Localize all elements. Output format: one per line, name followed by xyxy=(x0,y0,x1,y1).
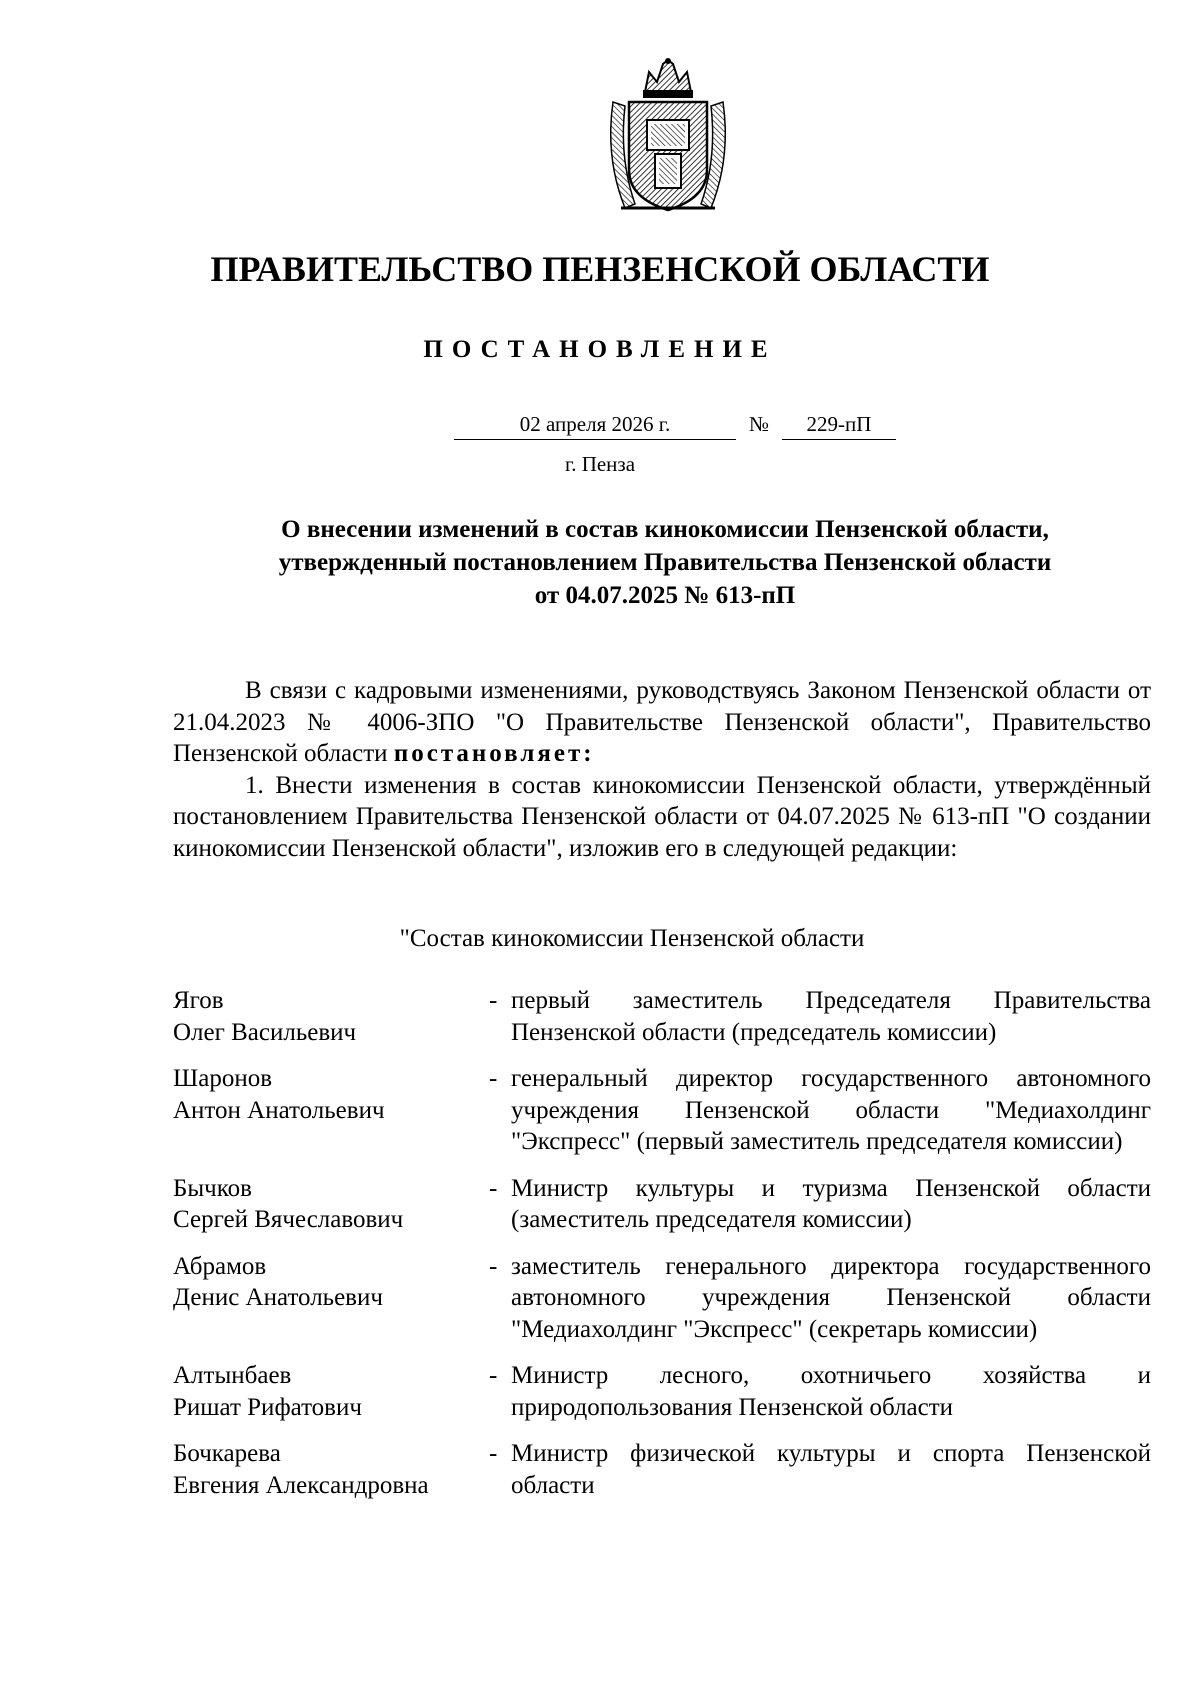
organization-title: ПРАВИТЕЛЬСТВО ПЕНЗЕНСКОЙ ОБЛАСТИ xyxy=(210,249,990,289)
member-row xyxy=(173,1438,1151,1501)
member-role: заместитель генерального директора государственного автономного учреждения Пензенской области "Медиахолдинг "Экспресс" (секретарь комиссии) xyxy=(511,1252,1151,1343)
member-name xyxy=(173,1360,489,1423)
city: г. Пенза xyxy=(564,452,636,476)
member-row xyxy=(173,1251,1151,1346)
clause-1-paragraph: 1. Внести изменения в состав кинокомиссии Пензенской области, утверждённый постановлением Правительства Пензенской области от 04.07.2025 № 613-пП "О создании кинокомиссии Пензенской области", изложив его в следующей редакции: xyxy=(173,771,1151,862)
member-dash: - xyxy=(489,1174,498,1202)
document-date: 02 апреля 2026 г. xyxy=(454,409,736,440)
member-row xyxy=(173,1173,1151,1236)
number-sign: № xyxy=(748,412,770,436)
preamble-text: В связи с кадровыми изменениями, руководствуясь Законом Пензенской области от 21.04.2023 № 4006-ЗПО "О Правительстве Пензенской области", Правительство Пензенской области xyxy=(173,677,1151,767)
member-dash: - xyxy=(489,1065,498,1092)
subject-line-1: О внесении изменений в состав кинокомиссии Пензенской области, xyxy=(281,516,1049,543)
member-surname: Бычков xyxy=(173,1174,252,1202)
members-list xyxy=(173,985,1151,1516)
member-surname: Шаронов xyxy=(173,1065,272,1092)
member-given-names: Денис Анатольевич xyxy=(173,1284,383,1311)
member-given-names: Олег Васильевич xyxy=(173,1018,357,1046)
document-type: ПОСТАНОВЛЕНИЕ xyxy=(423,336,777,363)
subject-line-3: от 04.07.2025 № 613-пП xyxy=(534,582,796,609)
member-name xyxy=(173,1173,489,1236)
member-dash: - xyxy=(489,1362,498,1389)
penza-coat-of-arms-icon xyxy=(605,58,731,216)
member-name xyxy=(173,1438,489,1501)
preamble-paragraph xyxy=(173,675,1151,770)
member-role: первый заместитель Председателя Правительства Пензенской области (председатель комиссии) xyxy=(511,987,1151,1046)
document-subject xyxy=(170,513,1160,612)
resolves-word: постановляет: xyxy=(393,740,595,767)
member-surname: Бочкарева xyxy=(173,1440,281,1467)
member-row xyxy=(173,1360,1151,1423)
member-role: генеральный директор государственного автономного учреждения Пензенской области "Медиахолдинг "Экспресс" (первый заместитель председателя комиссии) xyxy=(511,1065,1151,1155)
member-given-names: Ришат Рифатович xyxy=(173,1393,362,1421)
document-body xyxy=(173,675,1151,864)
member-surname: Алтынбаев xyxy=(173,1362,292,1389)
member-given-names: Евгения Александровна xyxy=(173,1471,429,1499)
member-surname: Абрамов xyxy=(173,1252,267,1280)
member-row xyxy=(173,1063,1151,1158)
member-dash: - xyxy=(489,987,498,1014)
date-number-line xyxy=(0,409,1200,441)
member-name xyxy=(173,1251,489,1346)
composition-title: "Состав кинокомиссии Пензенской области xyxy=(399,925,865,952)
member-role: Министр лесного, охотничьего хозяйства и природопользования Пензенской области xyxy=(511,1362,1151,1421)
member-surname: Ягов xyxy=(173,987,224,1014)
document-number: 229-пП xyxy=(782,409,896,440)
subject-line-2: утвержденный постановлением Правительства Пензенской области xyxy=(278,549,1052,576)
member-row xyxy=(173,985,1151,1048)
member-role: Министр физической культуры и спорта Пензенской области xyxy=(511,1440,1151,1499)
member-name xyxy=(173,1063,489,1158)
member-given-names: Антон Анатольевич xyxy=(173,1096,385,1124)
member-name xyxy=(173,985,489,1048)
member-dash: - xyxy=(489,1440,498,1467)
member-given-names: Сергей Вячеславович xyxy=(173,1206,404,1233)
member-dash: - xyxy=(489,1252,498,1280)
member-role: Министр культуры и туризма Пензенской области (заместитель председателя комиссии) xyxy=(511,1174,1151,1233)
